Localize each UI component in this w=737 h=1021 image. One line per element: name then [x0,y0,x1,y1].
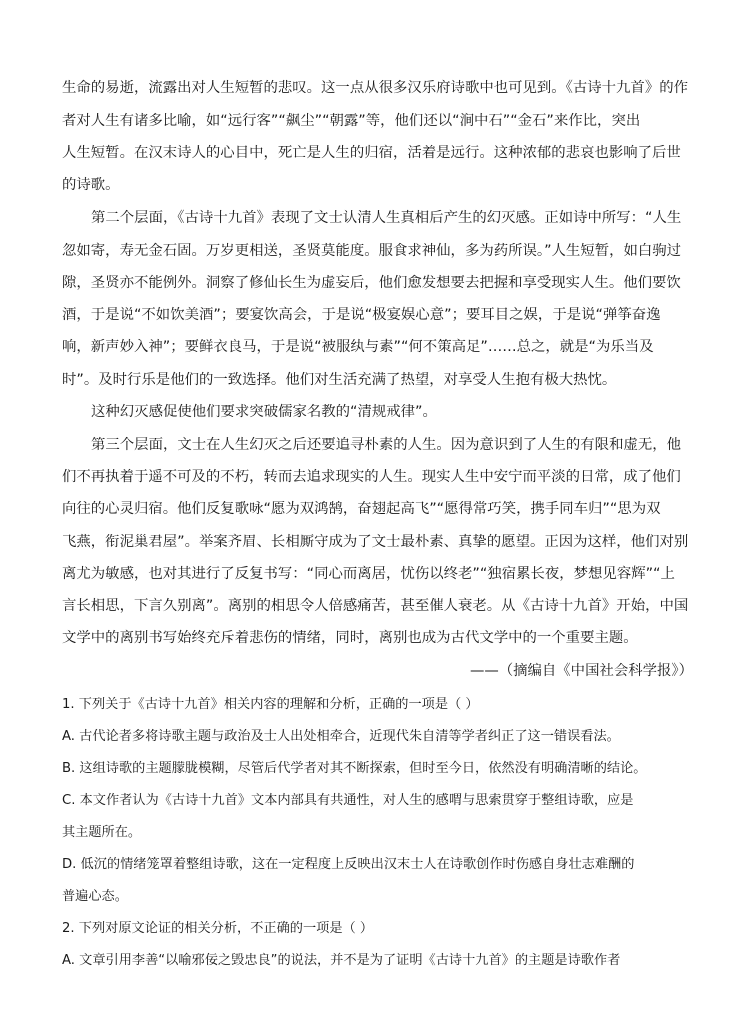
paragraph-line: 离尤为敏感，也对其进行了反复书写：“同心而离居，忧伤以终老”“独宿累长夜，梦想见容辉”“上 [62,566,675,582]
question-1-option-d-cont: 普遍心态。 [62,889,128,904]
question-1-stem: 1. 下列关于《古诗十九首》相关内容的理解和分析，正确的一项是（ ） [62,697,479,712]
question-2-stem: 2. 下列对原文论证的相关分析，不正确的一项是（ ） [62,921,374,936]
paragraph-line: 生命的易逝，流露出对人生短暂的悲叹。这一点从很多汉乐府诗歌中也可见到。《古诗十九首》的作 [62,80,688,96]
question-2-option-a: A. 文章引用李善“以喻邪佞之毁忠良”的说法，并不是为了证明《古诗十九首》的主题是诗歌作者 [62,953,621,968]
paragraph-line: 第二个层面，《古诗十九首》表现了文士认清人生真相后产生的幻灭感。正如诗中所写：“人生 [91,210,682,226]
paragraph-line: 第三个层面，文士在人生幻灭之后还要追寻朴素的人生。因为意识到了人生的有限和虚无，他 [91,437,682,453]
paragraph-line: 的诗歌。 [62,177,120,193]
source-attribution: ——（摘编自《中国社会科学报》） [469,663,693,679]
paragraph-line: 者对人生有诸多比喻，如“远行客”“飙尘”“朝露”等，他们还以“涧中石”“金石”来作比，突出 [62,113,641,129]
paragraph-line: 文学中的离别书写始终充斥着悲伤的情绪，同时，离别也成为古代文学中的一个重要主题。 [62,630,638,646]
question-1-option-b: B. 这组诗歌的主题朦胧模糊，尽管后代学者对其不断探索，但时至今日，依然没有明确清晰的结论。 [62,761,647,776]
paragraph-line: 这种幻灭感促使他们要求突破儒家名教的“清规戒律”。 [91,404,437,420]
paragraph-line: 时”。及时行乐是他们的一致选择。他们对生活充满了热望，对享受人生抱有极大热忱。 [62,372,617,388]
question-1-option-d: D. 低沉的情绪笼罩着整组诗歌，这在一定程度上反映出汉末士人在诗歌创作时伤感自身壮志难酬的 [62,857,635,872]
paragraph-line: 向往的心灵归宿。他们反复歌咏“愿为双鸿鹄，奋翅起高飞”“愿得常巧笑，携手同车归”“思为双 [62,501,661,517]
question-1-option-c: C. 本文作者认为《古诗十九首》文本内部具有共通性，对人生的感喟与思索贯穿于整组诗歌，应是 [62,793,634,808]
paragraph-line: 酒，于是说“不如饮美酒”；要宴饮高会，于是说“极宴娱心意”；要耳目之娱，于是说“弹筝奋逸 [62,307,661,323]
question-1-option-a: A. 古代论者多将诗歌主题与政治及士人出处相牵合，近现代朱自清等学者纠正了这一错误看法。 [62,729,620,744]
paragraph-line: 隙，圣贤亦不能例外。洞察了修仙长生为虚妄后，他们愈发想要去把握和享受现实人生。他们要饮 [62,275,681,291]
question-1-option-c-cont: 其主题所在。 [62,825,142,840]
paragraph-line: 飞燕，衔泥巢君屋”。举案齐眉、长相厮守成为了文士最朴素、真挚的愿望。正因为这样，他们对别 [62,534,689,550]
paragraph-line: 响，新声妙入神”；要鲜衣良马，于是说“被服纨与素”“何不策高足”……总之，就是“为乐当及 [62,339,654,355]
paragraph-line: 人生短暂。在汉末诗人的心目中，死亡是人生的归宿，活着是远行。这种浓郁的悲哀也影响了后世 [62,145,681,161]
paragraph-line: 言长相思，下言久别离”。离别的相思令人倍感痛苦，甚至催人衰老。从《古诗十九首》开始，中国 [62,598,689,614]
paragraph-line: 们不再执着于遥不可及的不朽，转而去追求现实的人生。现实人生中安宁而平淡的日常，成了他们 [62,469,681,485]
paragraph-line: 忽如寄，寿无金石固。万岁更相送，圣贤莫能度。服食求神仙，多为药所误。”人生短暂，如白驹过 [62,243,682,259]
